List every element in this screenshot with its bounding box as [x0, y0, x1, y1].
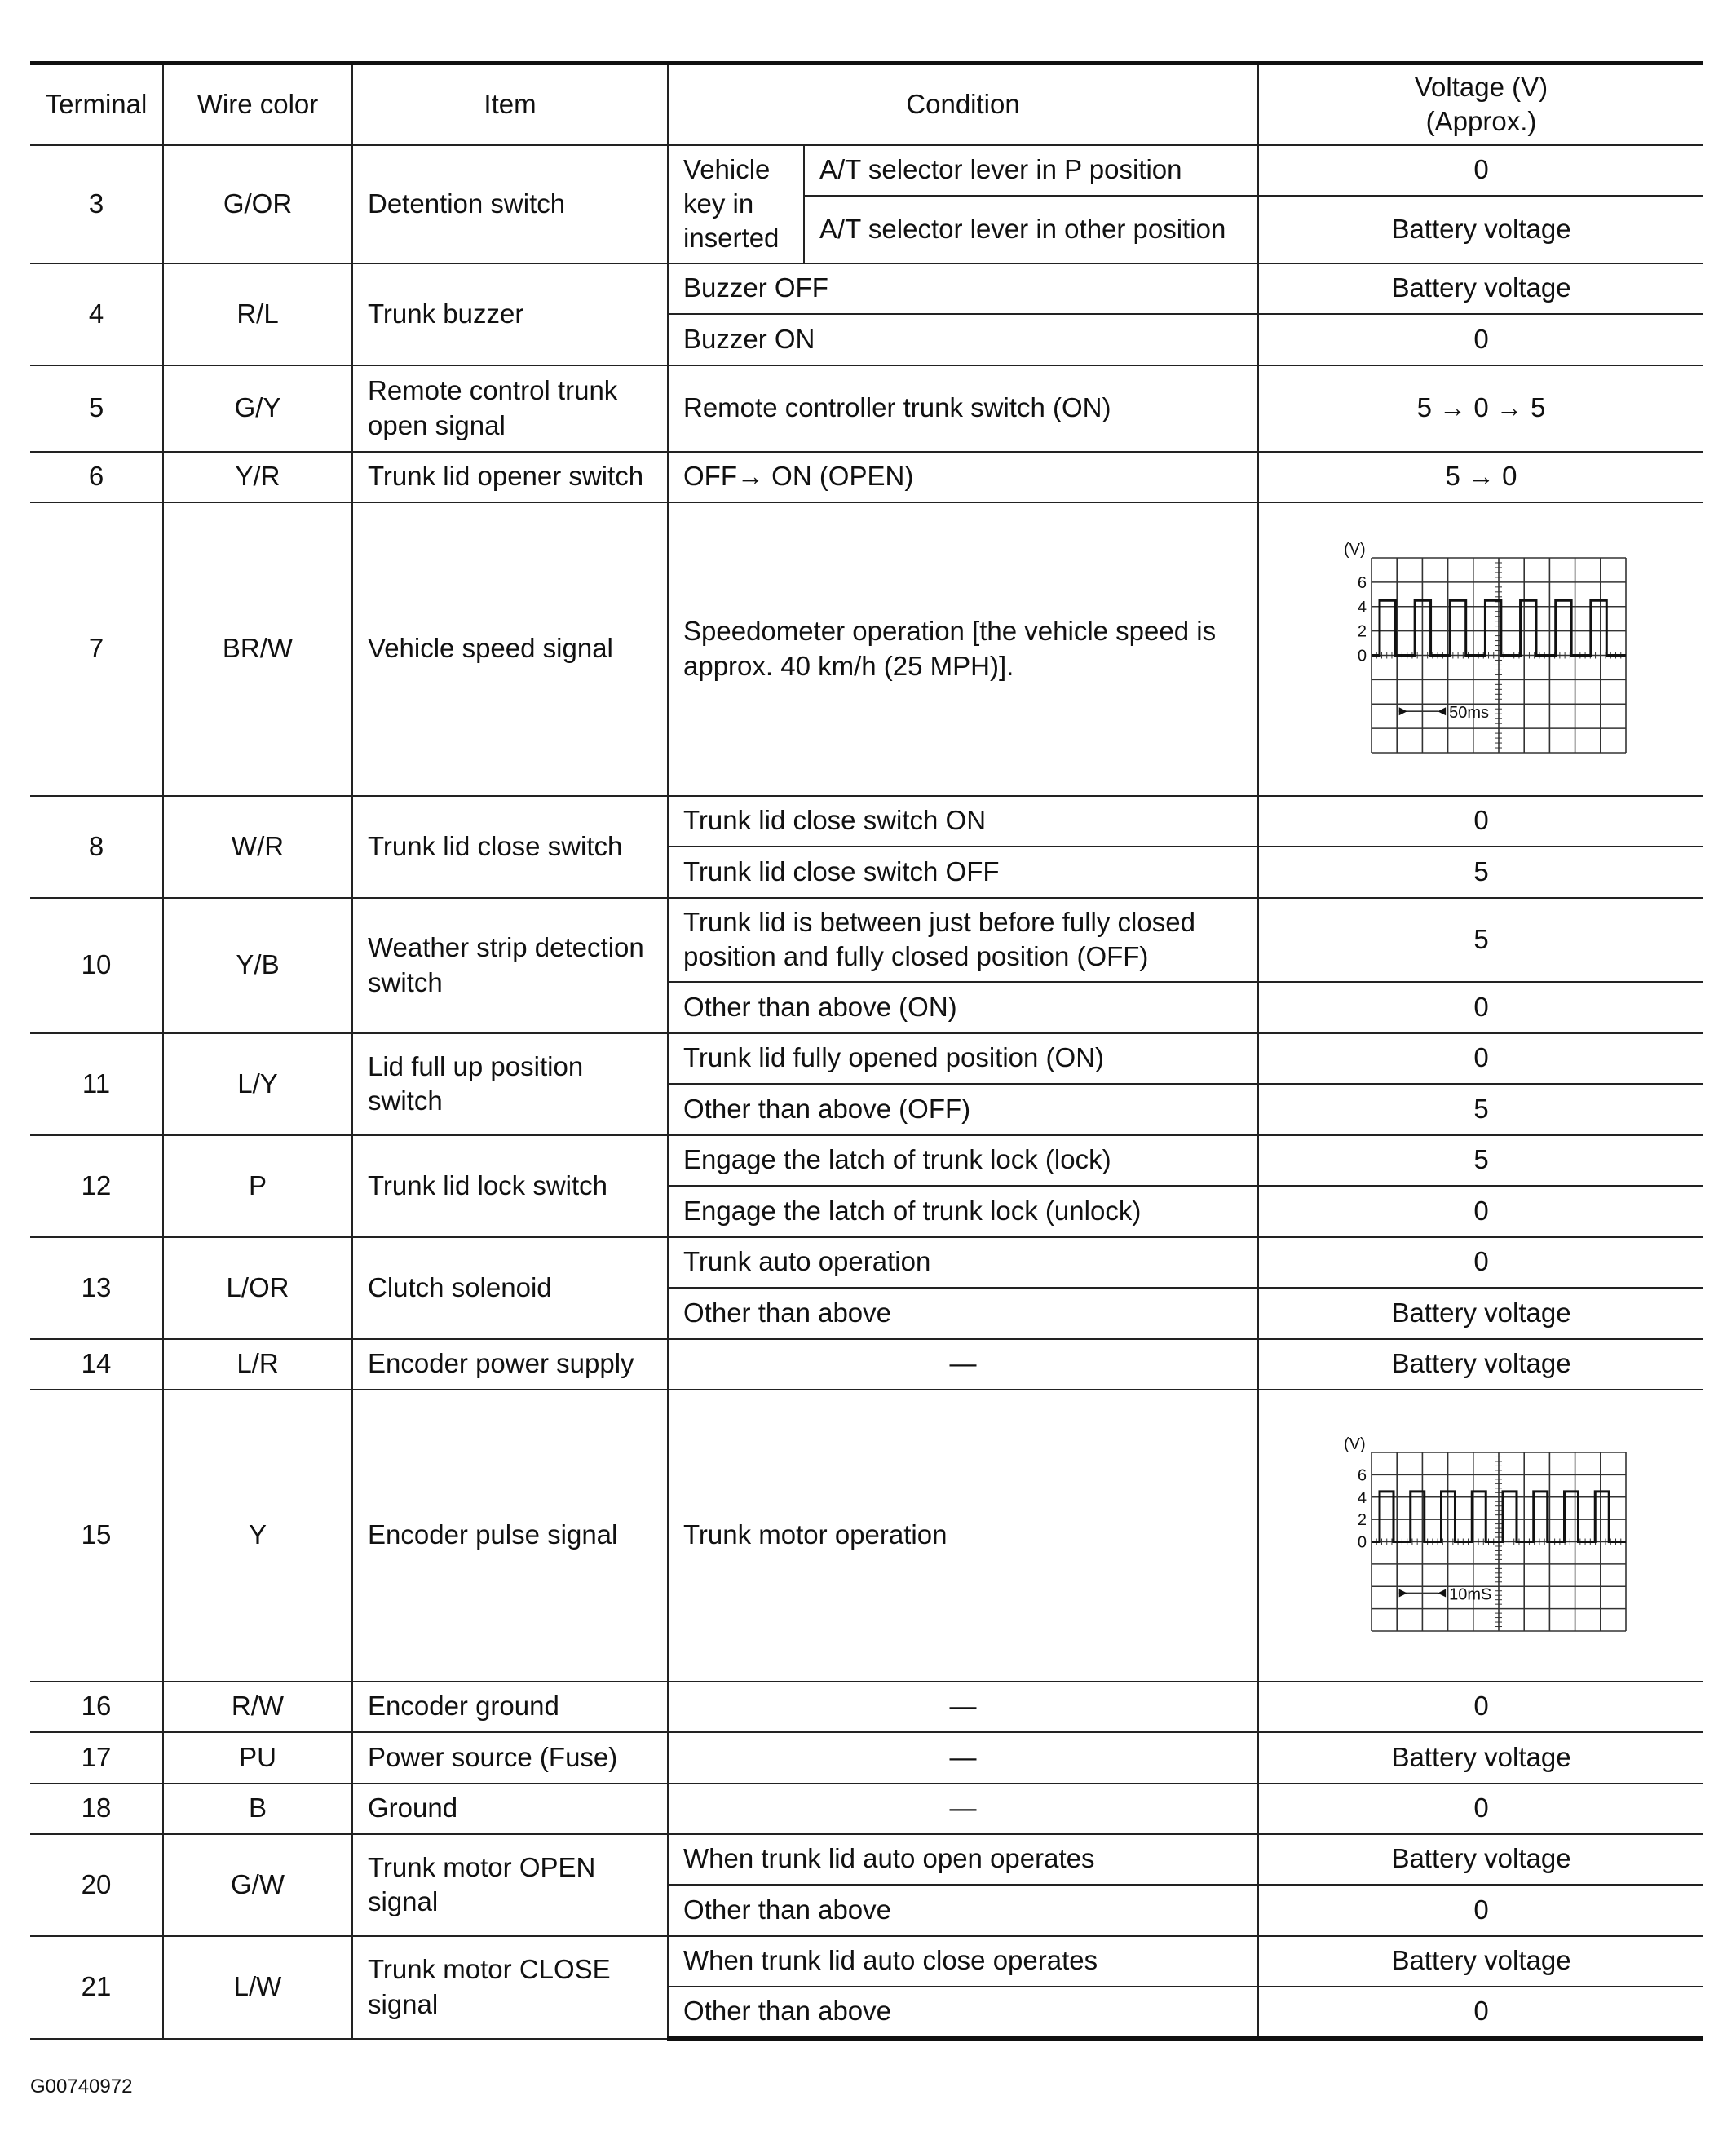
voltage-cell: 0: [1258, 145, 1703, 196]
condition-cell: Engage the latch of trunk lock (lock): [668, 1135, 1258, 1186]
table-row: [30, 1339, 1703, 1390]
condition-cell: OFF→ ON (OPEN): [668, 452, 1258, 502]
table-row: [30, 452, 1703, 502]
condition-cell: Speedometer operation [the vehicle speed is approx. 40 km/h (25 MPH)].: [668, 502, 1258, 796]
terminal-cell: 18: [30, 1784, 163, 1834]
item-cell: Power source (Fuse): [352, 1732, 668, 1784]
voltage-cell: Battery voltage: [1258, 1339, 1703, 1390]
voltage-cell: 5 → 0: [1258, 452, 1703, 502]
wire-color-cell: L/R: [163, 1339, 352, 1390]
table-body: [30, 145, 1703, 2039]
condition-cell: Other than above: [668, 1885, 1258, 1936]
voltage-cell: Battery voltage: [1258, 1288, 1703, 1339]
header-row: [30, 64, 1703, 145]
table-row: [30, 1936, 1703, 1987]
axis-tick-label: 0: [1357, 647, 1367, 665]
condition-cell: —: [668, 1682, 1258, 1732]
voltage-cell: Battery voltage: [1258, 1732, 1703, 1784]
voltage-cell: 0: [1258, 1784, 1703, 1834]
header-voltage-approx: (Approx.): [1425, 106, 1537, 137]
wire-color-cell: PU: [163, 1732, 352, 1784]
terminal-cell: 12: [30, 1135, 163, 1237]
terminal-cell: 4: [30, 263, 163, 365]
header-condition: Condition: [668, 64, 1258, 145]
terminal-cell: 10: [30, 898, 163, 1033]
condition-cell: —: [668, 1784, 1258, 1834]
voltage-cell: 0: [1258, 982, 1703, 1033]
terminal-cell: 14: [30, 1339, 163, 1390]
axis-tick-label: 4: [1357, 598, 1367, 617]
axis-tick-label: 4: [1357, 1488, 1367, 1507]
item-cell: Weather strip detection switch: [352, 898, 668, 1033]
voltage-waveform-cell: [1258, 502, 1703, 796]
voltage-waveform-cell: [1258, 1390, 1703, 1682]
terminal-cell: 13: [30, 1237, 163, 1339]
voltage-cell: 0: [1258, 314, 1703, 365]
table-row: [30, 1732, 1703, 1784]
table-row: [30, 898, 1703, 982]
item-cell: Encoder power supply: [352, 1339, 668, 1390]
voltage-cell: 5 → 0 → 5: [1258, 365, 1703, 452]
item-cell: Encoder pulse signal: [352, 1390, 668, 1682]
header-voltage-unit: Voltage (V): [1414, 72, 1548, 103]
voltage-cell: 5: [1258, 1135, 1703, 1186]
terminal-cell: 20: [30, 1834, 163, 1936]
timebase-arrow: [1438, 1589, 1446, 1597]
item-cell: Vehicle speed signal: [352, 502, 668, 796]
voltage-cell: 0: [1258, 1186, 1703, 1237]
table-row: [30, 1784, 1703, 1834]
wire-color-cell: W/R: [163, 796, 352, 898]
timebase-arrow: [1398, 707, 1407, 715]
axis-tick-label: 0: [1357, 1533, 1367, 1552]
condition-cell: Trunk lid is between just before fully closed position and fully closed position (OFF): [668, 898, 1258, 982]
timebase-label: 10mS: [1448, 1585, 1491, 1604]
voltage-cell: Battery voltage: [1258, 263, 1703, 314]
voltage-cell: 0: [1258, 1033, 1703, 1084]
wire-color-cell: BR/W: [163, 502, 352, 796]
table-row: [30, 145, 1703, 196]
item-cell: Detention switch: [352, 145, 668, 263]
voltage-cell: 5: [1258, 847, 1703, 898]
axis-tick-label: 2: [1357, 1511, 1367, 1530]
voltage-cell: 5: [1258, 898, 1703, 982]
terminal-cell: 7: [30, 502, 163, 796]
voltage-cell: 0: [1258, 1885, 1703, 1936]
terminal-cell: 21: [30, 1936, 163, 2039]
wire-color-cell: R/L: [163, 263, 352, 365]
header-voltage: [1258, 64, 1703, 145]
condition-cell: Buzzer ON: [668, 314, 1258, 365]
wire-color-cell: Y: [163, 1390, 352, 1682]
condition-cell: Other than above (OFF): [668, 1084, 1258, 1135]
condition-cell: A/T selector lever in P position: [804, 145, 1258, 196]
table-row: [30, 1237, 1703, 1288]
condition-cell: Remote controller trunk switch (ON): [668, 365, 1258, 452]
wire-color-cell: R/W: [163, 1682, 352, 1732]
timebase-arrow: [1398, 1589, 1407, 1597]
item-cell: Trunk motor OPEN signal: [352, 1834, 668, 1936]
wire-color-cell: Y/B: [163, 898, 352, 1033]
condition-cell: Trunk auto operation: [668, 1237, 1258, 1288]
voltage-cell: 0: [1258, 1237, 1703, 1288]
timebase-label: 50ms: [1448, 704, 1489, 723]
header-wire-color: Wire color: [163, 64, 352, 145]
wire-color-cell: G/W: [163, 1834, 352, 1936]
item-cell: Lid full up position switch: [352, 1033, 668, 1135]
terminal-cell: 5: [30, 365, 163, 452]
wire-color-cell: L/Y: [163, 1033, 352, 1135]
terminal-cell: 15: [30, 1390, 163, 1682]
wire-color-cell: B: [163, 1784, 352, 1834]
condition-cell: A/T selector lever in other position: [804, 196, 1258, 263]
terminal-cell: 3: [30, 145, 163, 263]
condition-cell: When trunk lid auto open operates: [668, 1834, 1258, 1885]
terminal-voltage-table: [30, 61, 1703, 2041]
table-row: [30, 365, 1703, 452]
condition-cell: Trunk lid close switch ON: [668, 796, 1258, 847]
item-cell: Trunk lid lock switch: [352, 1135, 668, 1237]
axis-tick-label: 2: [1357, 622, 1367, 641]
condition-cell: Other than above: [668, 1288, 1258, 1339]
terminal-cell: 8: [30, 796, 163, 898]
wire-color-cell: P: [163, 1135, 352, 1237]
axis-tick-label: 6: [1357, 573, 1367, 592]
axis-tick-label: 6: [1357, 1466, 1367, 1485]
voltage-cell: Battery voltage: [1258, 1936, 1703, 1987]
item-cell: Ground: [352, 1784, 668, 1834]
key-condition-cell: Vehicle key in inserted: [668, 145, 804, 263]
waveform-graph: [1331, 537, 1632, 761]
condition-cell: Buzzer OFF: [668, 263, 1258, 314]
condition-cell: —: [668, 1732, 1258, 1784]
item-cell: Trunk lid close switch: [352, 796, 668, 898]
wire-color-cell: Y/R: [163, 452, 352, 502]
terminal-cell: 6: [30, 452, 163, 502]
table-row: [30, 1682, 1703, 1732]
voltage-cell: 0: [1258, 1682, 1703, 1732]
voltage-cell: Battery voltage: [1258, 196, 1703, 263]
voltage-cell: 0: [1258, 796, 1703, 847]
item-cell: Clutch solenoid: [352, 1237, 668, 1339]
table-row: [30, 1033, 1703, 1084]
item-cell: Encoder ground: [352, 1682, 668, 1732]
wire-color-cell: L/W: [163, 1936, 352, 2039]
waveform-graph: [1331, 1431, 1632, 1639]
voltage-cell: 0: [1258, 1987, 1703, 2039]
terminal-cell: 11: [30, 1033, 163, 1135]
item-cell: Remote control trunk open signal: [352, 365, 668, 452]
condition-cell: —: [668, 1339, 1258, 1390]
condition-cell: Other than above (ON): [668, 982, 1258, 1033]
condition-cell: When trunk lid auto close operates: [668, 1936, 1258, 1987]
wire-color-cell: L/OR: [163, 1237, 352, 1339]
item-cell: Trunk lid opener switch: [352, 452, 668, 502]
figure-code: G00740972: [30, 2076, 133, 2098]
terminal-cell: 16: [30, 1682, 163, 1732]
item-cell: Trunk buzzer: [352, 263, 668, 365]
voltage-cell: Battery voltage: [1258, 1834, 1703, 1885]
table-row: [30, 1390, 1703, 1682]
table-row: [30, 796, 1703, 847]
header-terminal: Terminal: [30, 64, 163, 145]
table-row: [30, 1135, 1703, 1186]
axis-unit-label: (V): [1343, 541, 1366, 559]
condition-cell: Trunk lid close switch OFF: [668, 847, 1258, 898]
condition-cell: Trunk motor operation: [668, 1390, 1258, 1682]
condition-cell: Other than above: [668, 1987, 1258, 2039]
condition-cell: Engage the latch of trunk lock (unlock): [668, 1186, 1258, 1237]
header-item: Item: [352, 64, 668, 145]
condition-cell: Trunk lid fully opened position (ON): [668, 1033, 1258, 1084]
table-row: [30, 1834, 1703, 1885]
timebase-arrow: [1438, 707, 1446, 715]
wire-color-cell: G/OR: [163, 145, 352, 263]
terminal-cell: 17: [30, 1732, 163, 1784]
wire-color-cell: G/Y: [163, 365, 352, 452]
table-row: [30, 502, 1703, 796]
item-cell: Trunk motor CLOSE signal: [352, 1936, 668, 2039]
axis-unit-label: (V): [1343, 1435, 1366, 1453]
voltage-cell: 5: [1258, 1084, 1703, 1135]
table-row: [30, 263, 1703, 314]
